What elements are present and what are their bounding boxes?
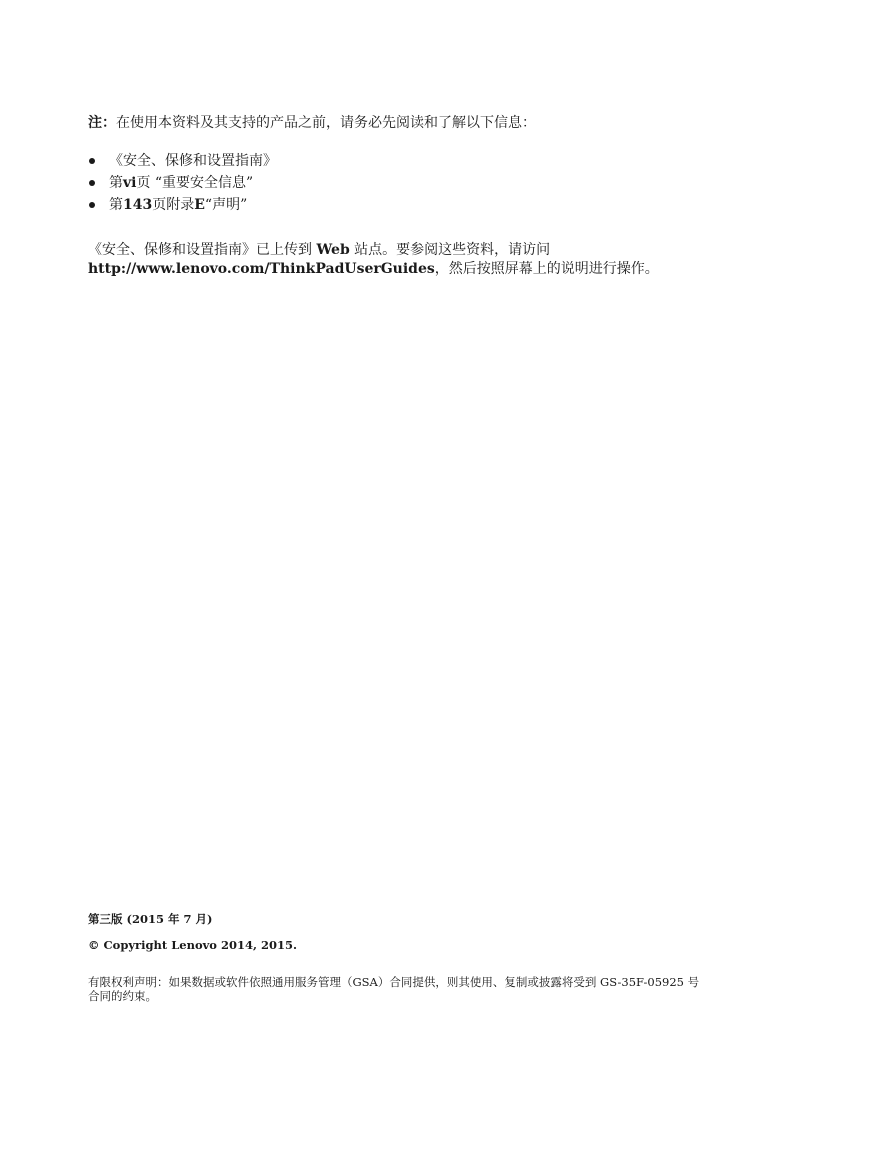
paragraph-text: ，然后按照屏幕上的说明进行操作。 [434, 261, 659, 277]
bullet-icon [89, 158, 95, 164]
paragraph-text: 站点。要参阅这些资料，请访问 [349, 242, 551, 258]
web-guide-paragraph [88, 241, 659, 279]
required-reading-list [88, 152, 277, 218]
bullet-icon [89, 180, 95, 186]
restricted-rights-notice [88, 975, 699, 1003]
list-item-prefix: 第 [109, 175, 123, 191]
list-item [88, 152, 277, 174]
list-item [88, 174, 277, 196]
paragraph-text: 《安全、保修和设置指南》已上传到 [88, 242, 317, 258]
web-term: Web [316, 242, 350, 258]
edition-line: 第三版 (2015 年 7 月) [88, 912, 213, 926]
list-item-mid: 页附录 [152, 197, 195, 213]
bullet-icon [89, 202, 95, 208]
list-item [88, 196, 277, 218]
rights-line-2: 合同的约束。 [88, 989, 157, 1003]
notice-label: 注： [88, 115, 116, 131]
list-item-suffix: “声明” [204, 197, 248, 213]
copyright-line: © Copyright Lenovo 2014, 2015. [88, 938, 298, 952]
paragraph-line-2 [88, 260, 659, 279]
user-guides-link[interactable]: http://www.lenovo.com/ThinkPadUserGuides [88, 261, 435, 277]
paragraph-line-1 [88, 241, 659, 260]
notice [88, 114, 536, 132]
list-item-text: 《安全、保修和设置指南》 [109, 153, 277, 169]
page-number: 143 [123, 197, 153, 213]
rights-line-1: 有限权利声明：如果数据或软件依照通用服务管理（GSA）合同提供，则其使用、复制或披露将受到 GS-35F-05925 号 [88, 975, 700, 989]
list-item-prefix: 第 [109, 197, 123, 213]
page-number: vi [123, 175, 137, 191]
list-item-suffix: 页 “重要安全信息” [136, 175, 254, 191]
appendix-letter: E [194, 197, 205, 213]
notice-text: 在使用本资料及其支持的产品之前，请务必先阅读和了解以下信息： [116, 115, 536, 131]
